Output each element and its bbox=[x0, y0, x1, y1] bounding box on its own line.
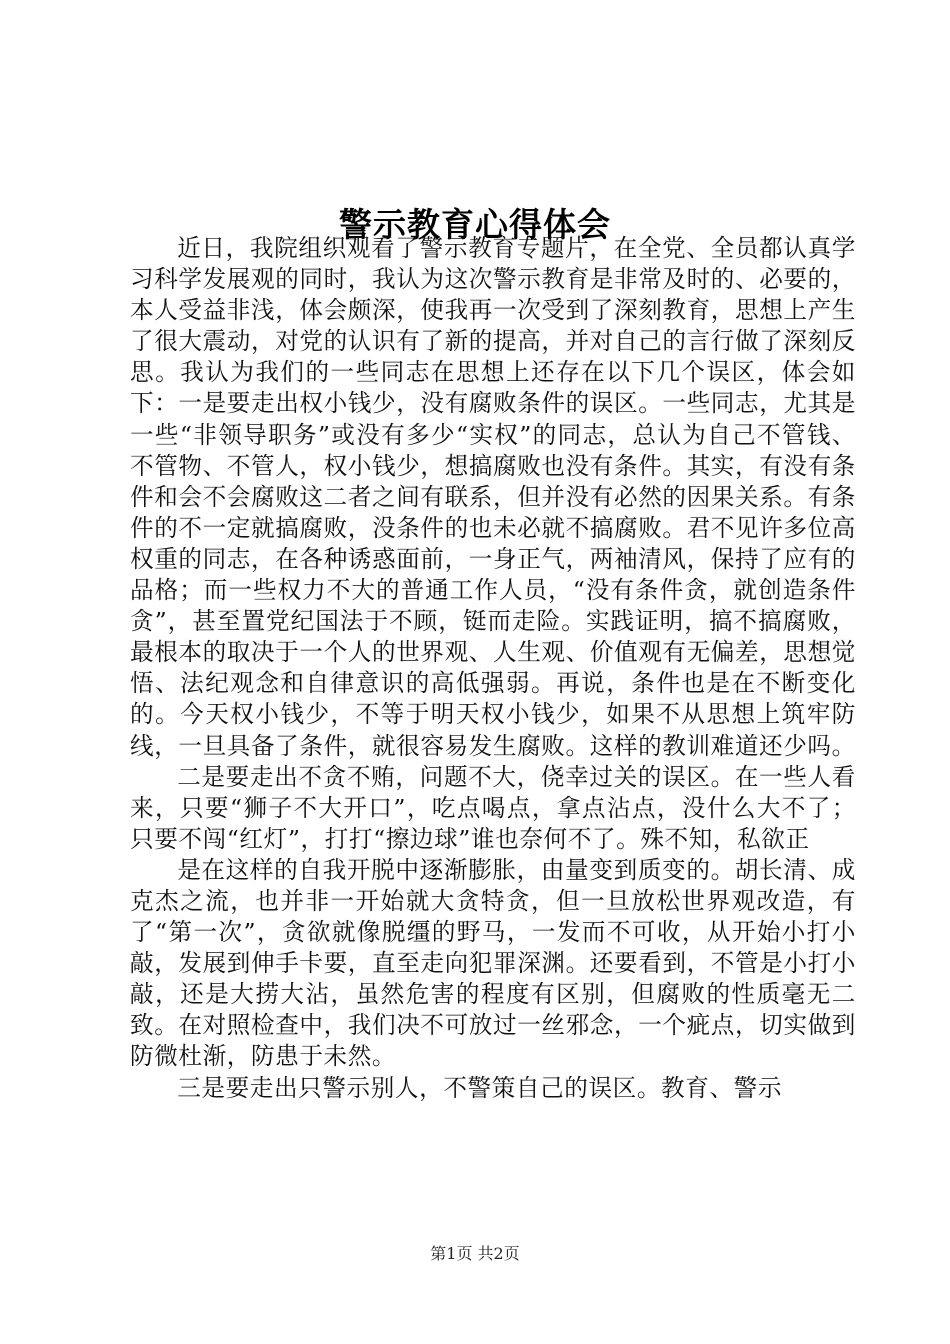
page-number-footer: 第1页 共2页 bbox=[430, 1244, 520, 1263]
document-title: 警示教育心得体会 bbox=[339, 205, 611, 245]
paragraph-3: 是在这样的自我开脱中逐渐膨胀，由量变到质变的。胡长清、成克杰之流，也并非一开始就大贪特贪，但一旦放松世界观改造，有了“第一次”，贪欲就像脱缰的野马，一发而不可收，从开始小打小敲，发展到伸手卡要，直至走向犯罪深渊。还要看到，不管是小打小敲，还是大捞大沾，虽然危害的程度有区别，但腐败的性质毫无二致。在对照检查中，我们决不可放过一丝邪念，一个疵点，切实做到防微杜渐，防患于未然。 bbox=[130, 855, 856, 1071]
paragraph-1: 近日，我院组织观看了警示教育专题片，在全党、全员都认真学习科学发展观的同时，我认为这次警示教育是非常及时的、必要的，本人受益非浅，体会颇深，使我再一次受到了深刻教育，思想上产生了很大震动，对党的认识有了新的提高，并对自己的言行做了深刻反思。我认为我们的一些同志在思想上还存在以下几个误区，体会如下：一是要走出权小钱少，没有腐败条件的误区。一些同志，尤其是一些“非领导职务”或没有多少“实权”的同志，总认为自己不管钱、不管物、不管人，权小钱少，想搞腐败也没有条件。其实，有没有条件和会不会腐败这二者之间有联系，但并没有必然的因果关系。有条件的不一定就搞腐败，没条件的也未必就不搞腐败。君不见许多位高权重的同志，在各种诱惑面前，一身正气，两袖清风，保持了应有的品格；而一些权力不大的普通工作人员，“没有条件贪，就创造条件贪”，甚至置党纪国法于不顾，铤而走险。实践证明，搞不搞腐败，最根本的取决于一个人的世界观、人生观、价值观有无偏差，思想觉悟、法纪观念和自律意识的高低强弱。再说，条件也是在不断变化的。今天权小钱少，不等于明天权小钱少，如果不从思想上筑牢防线，一旦具备了条件，就很容易发生腐败。这样的教训难道还少吗。 bbox=[130, 234, 856, 760]
document-body bbox=[130, 233, 856, 1104]
paragraph-4: 三是要走出只警示别人，不警策自己的误区。教育、警示 bbox=[177, 1073, 783, 1102]
paragraph-2: 二是要走出不贪不贿，问题不大，侥幸过关的误区。在一些人看来，只要“狮子不大开口”，吃点喝点，拿点沾点，没什么大不了；只要不闯“红灯”，打打“擦边球”谁也奈何不了。殊不知，私欲正 bbox=[130, 762, 856, 853]
